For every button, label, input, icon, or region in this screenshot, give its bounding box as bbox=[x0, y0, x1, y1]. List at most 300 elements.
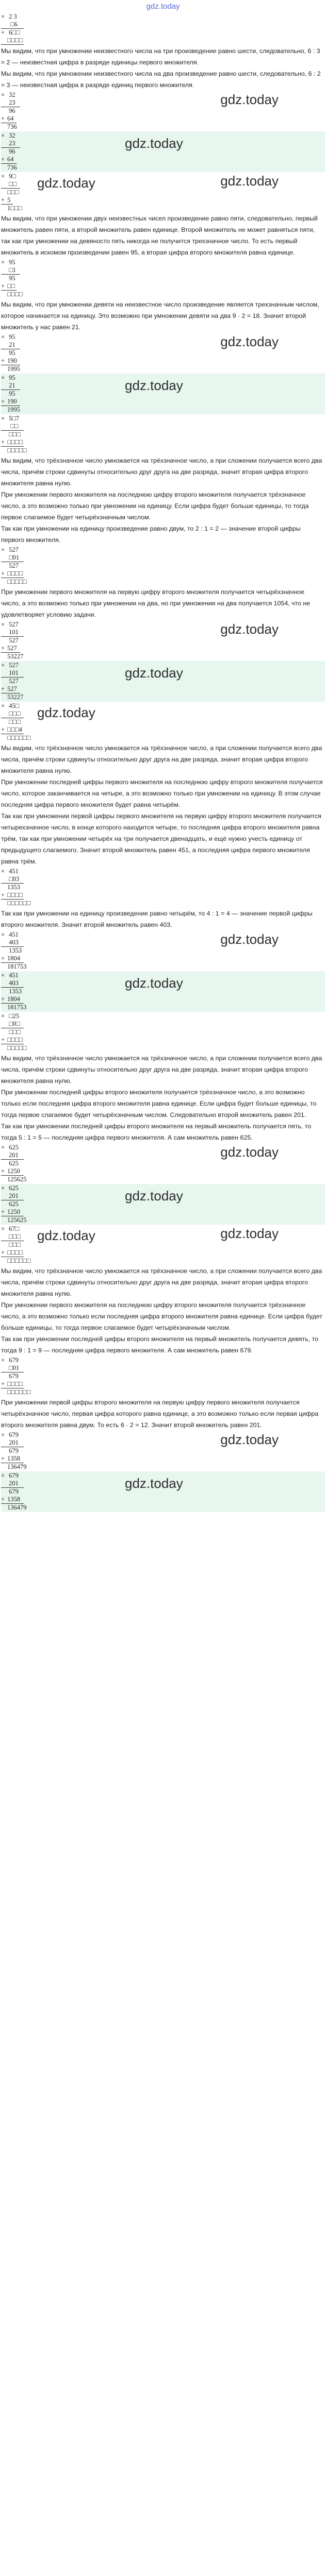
calculation-block bbox=[1, 1225, 325, 1265]
calc-number: 1358 bbox=[7, 1455, 20, 1462]
calculation-block bbox=[1, 374, 325, 414]
column-multiplication bbox=[1, 1356, 325, 1397]
calc-row bbox=[1, 123, 325, 131]
explanation-paragraph bbox=[1, 1333, 325, 1356]
calc-number: 21 bbox=[7, 382, 15, 389]
calc-row bbox=[1, 1208, 325, 1216]
calc-row bbox=[1, 29, 325, 37]
calc-operator: × bbox=[1, 1012, 5, 1020]
calc-row bbox=[1, 1372, 325, 1380]
calculation-block bbox=[1, 12, 325, 45]
calc-operator: + bbox=[1, 282, 5, 290]
column-multiplication bbox=[1, 546, 325, 586]
calculation-block bbox=[1, 867, 325, 908]
gdz-watermark: gdz.today bbox=[220, 173, 279, 189]
calc-number: 95 bbox=[7, 275, 15, 282]
calc-row bbox=[1, 1388, 325, 1396]
calc-number: □□ bbox=[7, 282, 15, 290]
calc-number: 95 bbox=[7, 374, 15, 381]
explanation-paragraph bbox=[1, 489, 325, 523]
calc-number: □25 bbox=[7, 1012, 20, 1020]
calculation-block bbox=[1, 172, 325, 213]
calc-row bbox=[1, 1036, 325, 1044]
calc-row bbox=[1, 406, 325, 414]
calc-operator: × bbox=[1, 13, 5, 20]
calc-number: 23 bbox=[7, 140, 15, 147]
explanation-text: Мы видим, что трёхзначное число умножается на трёхзначное число, а при сложении получается всего два числа, причём строки сдвинуты относительно друг друга на две разряда, значит вторая цифра второго множителя равна нулю. bbox=[1, 744, 322, 774]
explanation-paragraph bbox=[1, 1299, 325, 1333]
calc-row bbox=[1, 282, 325, 290]
calc-number: 736 bbox=[7, 123, 17, 130]
calc-number: □□□□ bbox=[7, 438, 23, 446]
calc-number: □□□□□□ bbox=[7, 1388, 31, 1396]
calc-number: □□□ bbox=[7, 189, 19, 196]
calc-row bbox=[1, 156, 325, 163]
column-multiplication bbox=[1, 12, 325, 45]
calc-number: 101 bbox=[7, 669, 19, 676]
calc-row bbox=[1, 196, 325, 204]
calc-operator: × bbox=[1, 1225, 5, 1232]
calc-row bbox=[1, 1044, 325, 1052]
explanation-paragraph bbox=[1, 455, 325, 489]
calc-operator: × bbox=[1, 621, 5, 628]
calc-operator: + bbox=[1, 1496, 5, 1503]
calc-operator: × bbox=[1, 415, 5, 422]
calc-operator: × bbox=[1, 868, 5, 875]
solution-content bbox=[0, 10, 326, 1512]
calc-row bbox=[1, 900, 325, 907]
calc-operator: × bbox=[1, 374, 5, 381]
calc-number: □□□4 bbox=[7, 726, 22, 733]
calc-row bbox=[1, 422, 325, 430]
explanation-text: При умножении последней цифры первого множителя на последнюю цифру второго множителя получается число, которое заканчивается на четыре, а это возможно только при умножении на единицу. В этом случае последняя цифра первого множителя будет равна четырём. bbox=[1, 778, 323, 808]
calc-row bbox=[1, 266, 325, 274]
calc-number: 679 bbox=[7, 1472, 19, 1479]
calculation-block bbox=[1, 1431, 325, 1471]
calc-operator: + bbox=[1, 726, 5, 733]
gdz-watermark: gdz.today bbox=[37, 175, 95, 191]
calc-row bbox=[1, 1455, 325, 1463]
calc-row bbox=[1, 1020, 325, 1028]
calc-number: 625 bbox=[7, 1160, 19, 1167]
calc-number: 5□7 bbox=[7, 415, 20, 422]
explanation-paragraph bbox=[1, 742, 325, 776]
calc-row bbox=[1, 562, 325, 570]
explanation-paragraph bbox=[1, 45, 325, 68]
calculation-block bbox=[1, 1356, 325, 1397]
calc-number: 451 bbox=[7, 972, 19, 979]
calc-number: 1353 bbox=[7, 884, 20, 891]
calc-number: 53227 bbox=[7, 693, 24, 701]
calc-row bbox=[1, 259, 325, 266]
calc-number: □□□□□ bbox=[7, 447, 27, 454]
calc-row bbox=[1, 685, 325, 693]
explanation-text: При умножении первого множителя на последнюю цифру второго множителя получается трёхзначное число, а это возможно только если последняя цифра второго множителя равна единице. Если цифра будет больше единицы, то тогда первое слагаемое будет четырёхзначным числом. bbox=[1, 1301, 322, 1331]
explanation-paragraph bbox=[1, 1121, 325, 1143]
calc-operator: × bbox=[1, 1184, 5, 1192]
calc-row bbox=[1, 164, 325, 172]
calc-row bbox=[1, 1004, 325, 1011]
calc-row bbox=[1, 357, 325, 365]
calc-number: □0□ bbox=[7, 1020, 20, 1027]
calc-operator: + bbox=[1, 156, 5, 163]
calc-number: □□□□ bbox=[7, 37, 23, 44]
calc-number: 6□□ bbox=[7, 29, 20, 36]
calc-operator: + bbox=[1, 1036, 5, 1043]
calc-row bbox=[1, 1447, 325, 1455]
gdz-watermark: gdz.today bbox=[125, 665, 183, 681]
gdz-watermark: gdz.today bbox=[220, 621, 279, 637]
calc-row bbox=[1, 554, 325, 562]
calc-number: 679 bbox=[7, 1488, 19, 1495]
explanation-text: Мы видим, что при умножении неизвестного числа на два произведение равно шести, следовательно, 6 : 2 = 3 — неизвестная цифра в разряде единиц первого множителя. bbox=[1, 70, 321, 89]
explanation-text: При умножении первого множителя на последнюю цифру второго множителя получается трёхзначное число, а это возможно только при умножении на единицу. Если цифра будет больше единицы, то тогда первое слагаемое будет четырёхзначным числом. bbox=[1, 491, 309, 521]
calculation-block bbox=[1, 258, 325, 299]
calculation-block bbox=[1, 131, 325, 172]
calculation-block bbox=[1, 414, 325, 455]
gdz-watermark: gdz.today bbox=[220, 931, 279, 947]
calc-number: □□ bbox=[7, 422, 19, 430]
explanation-text: Так как при умножении последней цифры второго множителя на первый множитель получается девять, то тогда 9 : 1 = 9 — последняя цифра первого множителя. А сам множитель равен 679. bbox=[1, 1335, 319, 1354]
explanation-text: Так как при умножении последней цифры второго множителя на первый множитель получается пять, то тогда 5 : 1 = 5 — последняя цифра первого множителя. А сам множитель равен 625. bbox=[1, 1123, 312, 1141]
calc-number: 1353 bbox=[7, 988, 22, 995]
calc-number: 201 bbox=[7, 1439, 19, 1446]
calculation-block bbox=[1, 620, 325, 661]
calc-number: 136479 bbox=[7, 1504, 27, 1511]
explanation-paragraph bbox=[1, 68, 325, 91]
calc-number: 201 bbox=[7, 1151, 19, 1159]
calc-operator: + bbox=[1, 196, 5, 204]
calc-number: 679 bbox=[7, 1431, 19, 1438]
calc-operator: × bbox=[1, 972, 5, 979]
explanation-text: Так как при умножении первой цифры первого множителя на первую цифру второго множителя получается четырехзначное число, в конце которого находится четыре, то последняя цифра второго множителя равна трём, так как при умножении четырёх на три получается двенадцать, и ещё нужно учесть единицу от предыдущего слагаемого. Значит второй множитель равен 451, а последняя цифра первого множителя равна трём. bbox=[1, 812, 321, 865]
calc-number: 201 bbox=[7, 1192, 19, 1199]
calc-number: 1□□□ bbox=[7, 205, 22, 212]
calc-number: □□□ bbox=[7, 710, 21, 717]
calc-number: □□□ bbox=[7, 718, 21, 725]
calc-operator: × bbox=[1, 91, 5, 98]
column-multiplication bbox=[1, 1012, 325, 1053]
calc-number: 95 bbox=[7, 259, 15, 266]
gdz-watermark: gdz.today bbox=[125, 1476, 183, 1491]
calc-number: 527 bbox=[7, 677, 19, 685]
calc-number: 451 bbox=[7, 868, 19, 875]
calc-row bbox=[1, 447, 325, 454]
calc-operator: × bbox=[1, 1144, 5, 1151]
calc-number: 625 bbox=[7, 1144, 19, 1151]
calc-number: 1995 bbox=[7, 406, 20, 413]
calculation-block bbox=[1, 971, 325, 1012]
calculation-block bbox=[1, 333, 325, 374]
calc-row bbox=[1, 963, 325, 971]
calc-number: 1353 bbox=[7, 947, 22, 954]
calc-number: 9□ bbox=[7, 173, 16, 180]
calc-row bbox=[1, 275, 325, 282]
calc-operator: × bbox=[1, 662, 5, 669]
calc-number: 527 bbox=[7, 637, 19, 644]
calc-row bbox=[1, 578, 325, 586]
column-multiplication bbox=[1, 867, 325, 908]
calc-row bbox=[1, 398, 325, 405]
gdz-watermark: gdz.today bbox=[125, 135, 183, 151]
calc-row bbox=[1, 205, 325, 212]
calc-number: 181753 bbox=[7, 1004, 27, 1011]
calc-operator: × bbox=[1, 546, 5, 553]
calc-operator: × bbox=[1, 259, 5, 266]
calc-number: □□□ bbox=[7, 431, 21, 438]
calc-row bbox=[1, 734, 325, 742]
gdz-watermark: gdz.today bbox=[125, 1188, 183, 1204]
calc-number: 451 bbox=[7, 931, 19, 938]
calc-row bbox=[1, 438, 325, 446]
calc-number: 95 bbox=[7, 349, 15, 357]
calculation-block bbox=[1, 1012, 325, 1053]
calc-operator: + bbox=[1, 438, 5, 446]
calc-number: 190 bbox=[7, 357, 17, 364]
calc-row bbox=[1, 1504, 325, 1512]
column-multiplication bbox=[1, 258, 325, 299]
calc-operator: + bbox=[1, 29, 5, 36]
calc-number: 1804 bbox=[7, 995, 20, 1003]
calc-number: □01 bbox=[7, 554, 20, 561]
calc-row bbox=[1, 570, 325, 578]
calc-operator: + bbox=[1, 955, 5, 962]
calc-row bbox=[1, 1257, 325, 1265]
calculation-block bbox=[1, 1471, 325, 1512]
calc-number: 679 bbox=[7, 1372, 19, 1380]
calc-number: 1250 bbox=[7, 1208, 20, 1215]
calc-number: 64 bbox=[7, 156, 14, 163]
calc-operator: × bbox=[1, 173, 5, 180]
calc-number: □03 bbox=[7, 875, 20, 883]
calc-operator: + bbox=[1, 685, 5, 692]
gdz-watermark: gdz.today bbox=[125, 975, 183, 991]
calc-number: 136479 bbox=[7, 1463, 27, 1470]
explanation-text: Мы видим, что трёхзначное число умножается на трёхзначное число, а при сложении получается всего два числа, причём строки сдвинуты относительно друг друга на две разряда, значит вторая цифра второго множителя равна нулю. bbox=[1, 1267, 322, 1297]
calculation-block bbox=[1, 930, 325, 971]
calculation-block bbox=[1, 702, 325, 742]
calc-row bbox=[1, 1463, 325, 1471]
calc-number: 679 bbox=[7, 1447, 19, 1454]
calc-number: 527 bbox=[7, 621, 19, 628]
calculation-block bbox=[1, 546, 325, 586]
calc-operator: + bbox=[1, 1455, 5, 1462]
calc-number: 181753 bbox=[7, 963, 27, 970]
calc-number: 1804 bbox=[7, 955, 20, 962]
calc-row bbox=[1, 891, 325, 899]
calc-operator: + bbox=[1, 115, 5, 122]
explanation-paragraph bbox=[1, 299, 325, 333]
calculation-block bbox=[1, 661, 325, 702]
calc-number: □1 bbox=[7, 266, 16, 274]
explanation-text: Мы видим, что при умножении двух неизвестных чисел произведение равно пяти, следовательно, первый множитель равен пяти, а второй множитель равен единице. Второй множитель не может равняться пяти, так как при умножении на девяносто пять никогда не получится трехзначное число. То есть первый множитель в искомом произведении равен 95, а вторая цифра второго множителя равна единице. bbox=[1, 215, 318, 256]
explanation-text: Так как при умножении на единицу произведение равно четырём, то 4 : 1 = 4 — значение первой цифры второго множителя. Значит второй множитель равен 403. bbox=[1, 910, 313, 928]
calc-number: □□□□ bbox=[7, 570, 23, 577]
calc-operator: + bbox=[1, 1208, 5, 1215]
calc-row bbox=[1, 13, 325, 21]
calc-row bbox=[1, 1357, 325, 1364]
calc-row bbox=[1, 947, 325, 955]
calc-number: 53227 bbox=[7, 653, 24, 660]
calc-row bbox=[1, 995, 325, 1003]
calc-operator: + bbox=[1, 398, 5, 405]
calc-number: □□ bbox=[7, 180, 17, 188]
calc-number: 527 bbox=[7, 645, 17, 652]
calc-operator: × bbox=[1, 1431, 5, 1438]
calc-number: 2 3 bbox=[7, 13, 17, 20]
calc-number: 32 bbox=[7, 132, 15, 139]
calc-number: 201 bbox=[7, 1480, 19, 1487]
calc-number: 527 bbox=[7, 562, 19, 569]
gdz-watermark: gdz.today bbox=[220, 1432, 279, 1447]
calc-row bbox=[1, 693, 325, 701]
calc-operator: + bbox=[1, 1167, 5, 1175]
calc-number: □□□□□□ bbox=[7, 900, 31, 907]
calc-row bbox=[1, 115, 325, 123]
gdz-watermark: gdz.today bbox=[37, 1228, 95, 1243]
calc-number: 96 bbox=[7, 107, 15, 114]
calc-number: □□□□ bbox=[7, 291, 23, 298]
calc-number: 403 bbox=[7, 939, 19, 946]
gdz-watermark: gdz.today bbox=[220, 92, 279, 107]
calc-row bbox=[1, 1496, 325, 1503]
calc-row bbox=[1, 1249, 325, 1257]
calc-row bbox=[1, 645, 325, 652]
explanation-paragraph bbox=[1, 586, 325, 620]
calc-number: □□□□ bbox=[7, 1380, 23, 1387]
calc-number: □□□□ bbox=[7, 1036, 23, 1043]
calc-row bbox=[1, 726, 325, 734]
calc-number: 64 bbox=[7, 115, 14, 122]
explanation-text: Так как при умножении на единицу произведение равно двум, то 2 : 1 = 2 — значение второй цифры первого множителя. bbox=[1, 525, 301, 544]
calc-number: 679 bbox=[7, 1357, 19, 1364]
calc-operator: + bbox=[1, 1380, 5, 1387]
calc-number: 95 bbox=[7, 390, 15, 397]
explanation-text: Мы видим, что при умножении девяти на неизвестное число произведение является трехзначным числом, которое начинается на единицу. Это возможно при умножении девяти на два 9 · 2 = 18. Значит второй множитель у нас равен 21. bbox=[1, 301, 319, 331]
calc-number: 67□ bbox=[7, 1225, 20, 1232]
calc-row bbox=[1, 365, 325, 373]
calc-row bbox=[1, 37, 325, 44]
calc-number: □□□□□ bbox=[7, 1044, 27, 1052]
site-header[interactable]: gdz.today bbox=[146, 2, 180, 11]
explanation-text: При умножении первой цифры второго множителя на первую цифру первого множителя получается четырёхзначное число, первая цифра которого равна единице, а это возможно только если первая цифра второго множителя равна двум. То есть 6 · 2 = 12. Значит второй множитель равен 201. bbox=[1, 1399, 319, 1429]
calc-number: 101 bbox=[7, 629, 19, 636]
calc-number: 527 bbox=[7, 685, 17, 692]
explanation-paragraph bbox=[1, 1397, 325, 1431]
explanation-paragraph bbox=[1, 213, 325, 258]
calc-number: 527 bbox=[7, 546, 19, 553]
calc-row bbox=[1, 1216, 325, 1224]
calc-row bbox=[1, 955, 325, 962]
explanation-text: При умножении последней цифры второго множителя получается трёхзначное число, а это возможно только если последняя цифра второго множителя равна единице. Если цифра будет больше единицы, то тогда первое слагаемое будет четырёхзначным числом. Следовательно второй множитель равен 201. bbox=[1, 1089, 317, 1118]
calc-row bbox=[1, 431, 325, 438]
explanation-paragraph bbox=[1, 776, 325, 810]
calc-number: □6 bbox=[7, 21, 18, 28]
calc-operator: + bbox=[1, 570, 5, 577]
explanation-text: Мы видим, что при умножении неизвестного числа на три произведение равно шести, следовательно, 6 : 3 = 2 — неизвестная цифра в разряде единицы первого множителя. bbox=[1, 47, 320, 66]
calc-row bbox=[1, 21, 325, 28]
calculation-block bbox=[1, 1184, 325, 1225]
calc-number: 45□ bbox=[7, 702, 20, 709]
calc-row bbox=[1, 1028, 325, 1036]
calc-row bbox=[1, 415, 325, 422]
explanation-paragraph bbox=[1, 1053, 325, 1087]
calc-number: □01 bbox=[7, 1364, 20, 1371]
calc-number: 95 bbox=[7, 333, 15, 341]
calc-number: 625 bbox=[7, 1200, 19, 1208]
calc-number: □□□ bbox=[7, 1241, 21, 1248]
explanation-paragraph bbox=[1, 1087, 325, 1121]
explanation-text: При умножении первого множителя на первую цифру второго множителя получается четырёхзначное число, а это возможно только при умножении на два, но при умножении на два получается 1054, что не удовлетворяет условию задачи. bbox=[1, 588, 311, 618]
calc-row bbox=[1, 1364, 325, 1372]
calc-row bbox=[1, 1380, 325, 1388]
calc-operator: × bbox=[1, 1472, 5, 1479]
calc-row bbox=[1, 1012, 325, 1020]
calc-operator: + bbox=[1, 357, 5, 364]
calc-number: 32 bbox=[7, 91, 15, 98]
calc-row bbox=[1, 349, 325, 357]
calc-row bbox=[1, 653, 325, 660]
calc-number: 1995 bbox=[7, 365, 20, 372]
explanation-paragraph bbox=[1, 1265, 325, 1299]
calc-number: 125625 bbox=[7, 1176, 27, 1183]
calc-number: 190 bbox=[7, 398, 17, 405]
calc-operator: + bbox=[1, 645, 5, 652]
calc-operator: + bbox=[1, 891, 5, 899]
calc-operator: + bbox=[1, 995, 5, 1003]
calc-row bbox=[1, 1176, 325, 1183]
calculation-block bbox=[1, 1143, 325, 1184]
explanation-paragraph bbox=[1, 523, 325, 546]
calc-row bbox=[1, 884, 325, 891]
calc-row bbox=[1, 875, 325, 883]
calc-number: □□□□□ bbox=[7, 578, 27, 585]
calc-row bbox=[1, 1160, 325, 1167]
calc-operator: × bbox=[1, 333, 5, 341]
calc-row bbox=[1, 107, 325, 115]
explanation-paragraph bbox=[1, 908, 325, 930]
calc-number: □□□ bbox=[7, 1028, 21, 1036]
calc-row bbox=[1, 868, 325, 875]
gdz-watermark: gdz.today bbox=[220, 1226, 279, 1241]
gdz-watermark: gdz.today bbox=[220, 334, 279, 349]
explanation-text: Мы видим, что трёхзначное число умножается на трёхзначное число, а при сложении получается всего два числа, причём строки сдвинуты относительно друг друга на две разряда, значит вторая цифра второго множителя равна нулю. bbox=[1, 1055, 322, 1084]
calc-number: 527 bbox=[7, 662, 19, 669]
calc-number: □□□ bbox=[7, 1233, 21, 1240]
calc-number: 625 bbox=[7, 1184, 19, 1192]
calc-number: 1250 bbox=[7, 1167, 20, 1175]
calc-number: □□□□□□ bbox=[7, 1257, 31, 1264]
explanation-paragraph bbox=[1, 810, 325, 867]
calc-number: □□□□□□ bbox=[7, 734, 31, 741]
column-multiplication bbox=[1, 414, 325, 455]
calc-number: 125625 bbox=[7, 1216, 27, 1224]
calc-number: 23 bbox=[7, 99, 15, 106]
calc-divider-line bbox=[1, 44, 24, 45]
calc-operator: × bbox=[1, 1357, 5, 1364]
calculation-block bbox=[1, 91, 325, 131]
calc-operator: × bbox=[1, 931, 5, 938]
calc-row bbox=[1, 291, 325, 298]
calc-operator: + bbox=[1, 1249, 5, 1256]
calc-number: □□□□ bbox=[7, 891, 23, 899]
calc-number: 403 bbox=[7, 979, 19, 987]
gdz-watermark: gdz.today bbox=[37, 705, 95, 720]
calc-number: 736 bbox=[7, 164, 17, 171]
explanation-text: Мы видим, что трёхзначное число умножается на трёхзначное число, а при сложении получается всего два числа, причём строки сдвинуты относительно друг друга на две разряда, значит вторая цифра второго множителя равна нулю. bbox=[1, 457, 322, 487]
calc-row bbox=[1, 546, 325, 554]
calc-number: 1358 bbox=[7, 1496, 20, 1503]
